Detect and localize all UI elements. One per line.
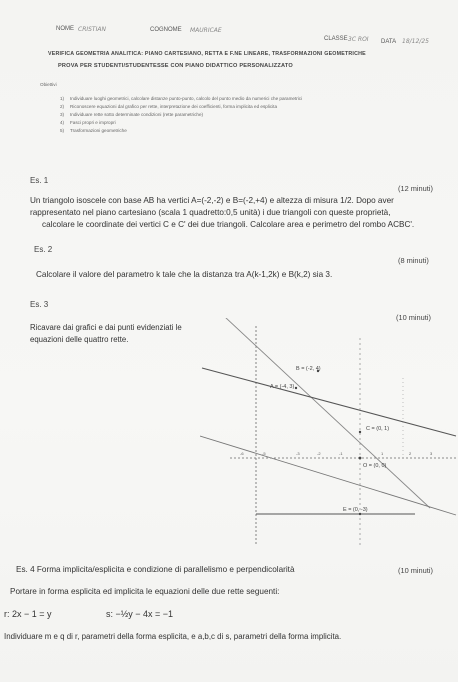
x-tick-label: -5 — [262, 451, 266, 456]
exercise-time: (12 minuti) — [398, 184, 433, 193]
x-tick-label: 3 — [430, 451, 433, 456]
exercise-3-graph — [200, 318, 458, 550]
point-marker — [359, 513, 361, 515]
objectives-heading: Obiettivi — [40, 82, 57, 87]
x-tick-label: 1 — [381, 451, 384, 456]
objective-num: 3) — [60, 112, 65, 117]
point-marker — [359, 457, 362, 460]
cognome-label: COGNOME — [150, 27, 182, 33]
x-tick-label: -1 — [339, 451, 343, 456]
x-tick-label: -2 — [317, 451, 321, 456]
exercise-label: Es. 1 — [30, 176, 49, 185]
point-label: A = (-4, 3) — [270, 384, 295, 390]
exercise-time: (8 minuti) — [398, 256, 429, 265]
worksheet-title: VERIFICA GEOMETRIA ANALITICA: PIANO CARTESIANO, RETTA E F.NE LINEARE, TRASFORMAZIONI GEOMETRICHE — [48, 51, 366, 57]
point-label: E = (0, -3) — [343, 507, 368, 513]
exercise-label: Es. 2 — [34, 245, 53, 254]
exercise-label: Es. 3 — [30, 300, 49, 309]
line-3 — [200, 436, 456, 515]
exercise-text-line: calcolare le coordinate dei vertici C e C' dei due triangoli. Calcolare area e perimetro del rombo ACBC'. — [42, 220, 415, 229]
objective-text: Riconoscere equazioni dal grafico per rette, interpretazione dei coefficienti, forma implicita ed esplicita — [70, 104, 277, 109]
line-2 — [202, 368, 456, 436]
classe-value: 3C ROI — [348, 36, 369, 43]
objective-num: 4) — [60, 120, 65, 125]
objective-num: 2) — [60, 104, 65, 109]
exercise-text-line: rappresentato nel piano cartesiano (scala 1 quadretto:0,5 unità) i due triangoli con queste proprietà, — [30, 208, 391, 217]
exercise-text-line: Calcolare il valore del parametro k tale che la distanza tra A(k-1,2k) e B(k,2) sia 3. — [36, 270, 333, 279]
data-value: 18/12/25 — [402, 38, 429, 45]
objective-num: 1) — [60, 96, 65, 101]
point-marker — [359, 431, 361, 433]
x-tick-label: -6 — [240, 451, 244, 456]
data-label: DATA — [381, 39, 397, 45]
point-label: C = (0, 1) — [366, 426, 390, 432]
x-tick-label: 2 — [409, 451, 412, 456]
objective-text: Individuare rette sotto determinate condizioni (rette parametriche) — [70, 112, 204, 117]
exercise-time: (10 minuti) — [396, 313, 431, 322]
exercise-text-line: Ricavare dai grafici e dai punti evidenziati le — [30, 323, 182, 332]
line-1 — [200, 318, 430, 508]
objective-num: 5) — [60, 128, 65, 133]
exercise-text-line: equazioni delle quattro rette. — [30, 335, 129, 344]
objective-text: Trasformazioni geometriche — [70, 128, 127, 133]
nome-value: CRISTIAN — [78, 26, 106, 33]
nome-label: NOME — [56, 26, 74, 32]
objective-text: Fasci propri e impropri — [70, 120, 116, 125]
objective-text: Individuare luoghi geometrici, calcolare distanze punto-punto, calcolo del punto medio da numerici che parametrici — [70, 96, 303, 101]
exercise-time: (10 minuti) — [398, 566, 433, 575]
exercise-text-line: Individuare m e q di r, parametri della forma esplicita, e a,b,c di s, parametri della forma implicita. — [4, 632, 342, 641]
cognome-value: MAURICAE — [190, 27, 222, 34]
point-label: O = (0, 0) — [363, 463, 387, 469]
point-label: B = (-2, 4) — [296, 366, 321, 372]
exercise-text-line: Un triangolo isoscele con base AB ha vertici A=(-2,-2) e B=(-2,+4) e altezza di misura 1/2. Dopo aver — [30, 196, 394, 205]
worksheet-subtitle: PROVA PER STUDENTI/STUDENTESSE CON PIANO DIDATTICO PERSONALIZZATO — [58, 63, 293, 69]
exercise-heading: Es. 4 Forma implicita/esplicita e condizione di parallelismo e perpendicolarità — [16, 565, 295, 574]
x-tick-label: -3 — [296, 451, 300, 456]
classe-label: CLASSE — [324, 36, 348, 42]
equation-s: s: −½y − 4x = −1 — [106, 609, 174, 619]
exercise-text-line: Portare in forma esplicita ed implicita le equazioni delle due rette seguenti: — [10, 587, 280, 596]
point-marker — [295, 387, 297, 389]
equation-r: r: 2x − 1 = y — [4, 609, 52, 619]
